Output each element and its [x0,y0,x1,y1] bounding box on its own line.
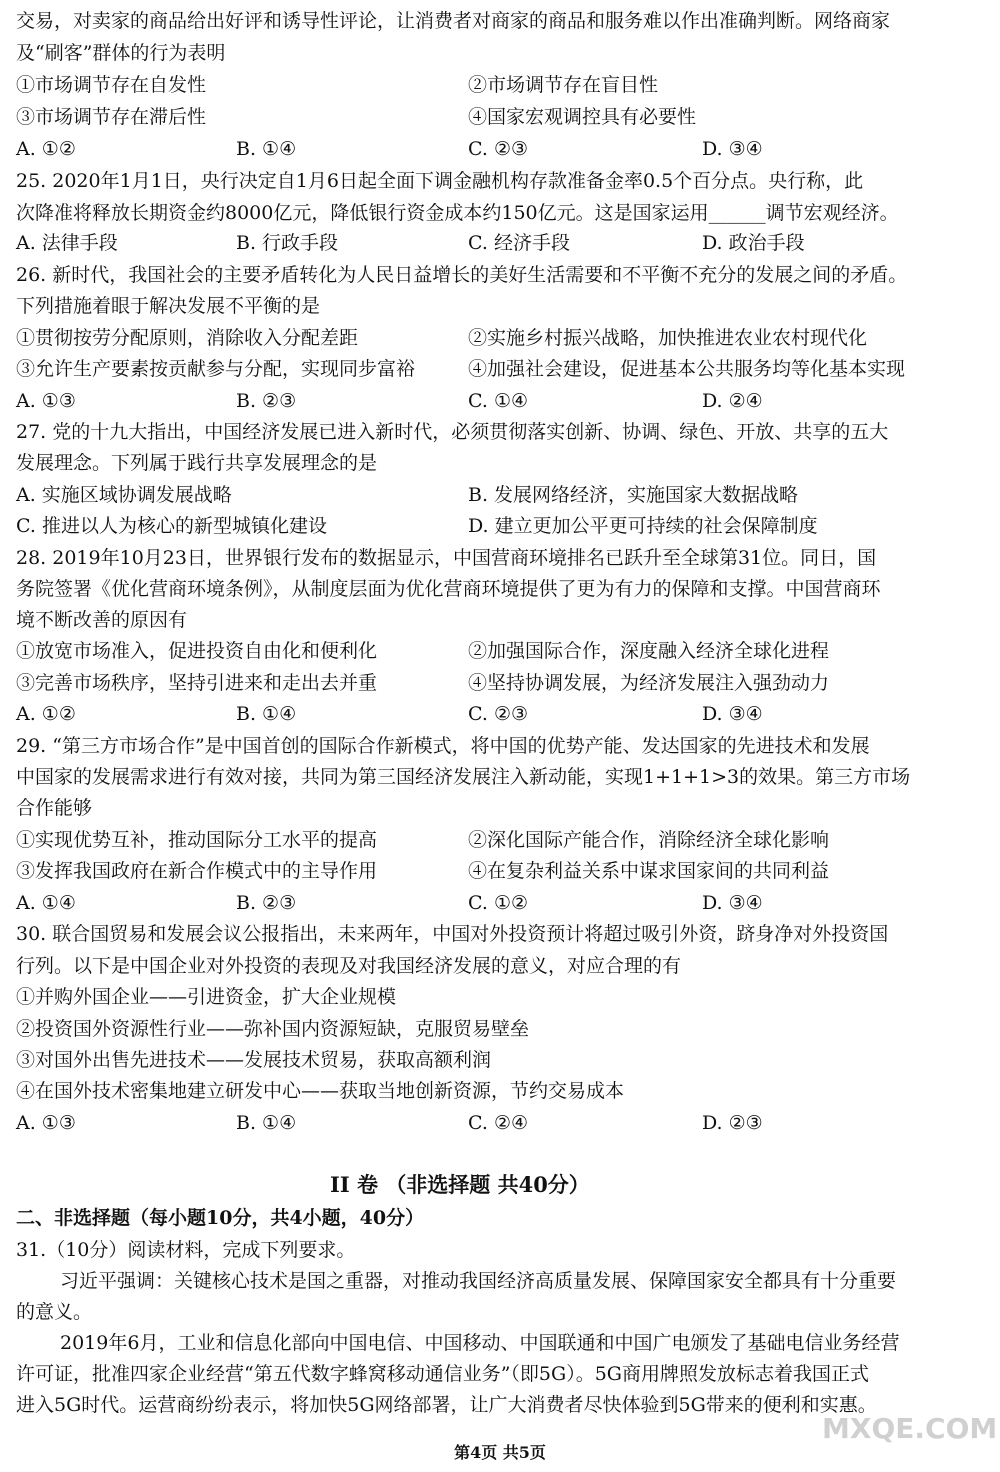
q24-statement-3: ③市场调节存在滞后性 [16,106,207,128]
q26-option-c: C. ①④ [468,390,529,412]
q30-statement-1: ①并购外国企业——引进资金，扩大企业规模 [16,986,397,1008]
q31-material-p2-line-2: 许可证，批准四家企业经营“第五代数字蜂窝移动通信业务”（即5G）。5G商用牌照发放标志着我国正式 [16,1363,869,1385]
q31-stem: 31.（10分）阅读材料，完成下列要求。 [16,1239,356,1261]
q28-stem-line-1: 28. 2019年10月23日，世界银行发布的数据显示，中国营商环境排名已跃升至全球第31位。同日，国 [16,547,877,569]
q29-statement-3: ③发挥我国政府在新合作模式中的主导作用 [16,860,378,882]
page-footer: 第4页 共5页 [454,1443,546,1462]
q26-option-d: D. ②④ [702,390,763,412]
q25-option-c: C. 经济手段 [468,232,570,254]
part2-title: II 卷 （非选择题 共40分） [330,1172,590,1197]
q30-stem-line-2: 行列。以下是中国企业对外投资的表现及对我国经济发展的意义，对应合理的有 [16,955,682,977]
q28-statement-3: ③完善市场秩序，坚持引进来和走出去并重 [16,672,378,694]
q24-option-b: B. ①④ [236,138,297,160]
q25-option-b: B. 行政手段 [236,232,339,254]
q28-statement-4: ④坚持协调发展，为经济发展注入强劲动力 [468,672,830,694]
q30-option-d: D. ②③ [702,1112,763,1134]
q24-statement-1: ①市场调节存在自发性 [16,74,207,96]
q27-stem-line-2: 发展理念。下列属于践行共享发展理念的是 [16,452,378,474]
q25-stem-line-1: 25. 2020年1月1日，央行决定自1月6日起全面下调金融机构存款准备金率0.5个百分点。央行称，此 [16,170,864,192]
q26-statement-3: ③允许生产要素按贡献参与分配，实现同步富裕 [16,358,416,380]
q28-option-b: B. ①④ [236,703,297,725]
q26-option-a: A. ①③ [16,390,76,412]
site-logo: MXQE.COM [822,1412,998,1445]
q30-option-a: A. ①③ [16,1112,76,1134]
q29-statement-2: ②深化国际产能合作，消除经济全球化影响 [468,829,830,851]
q27-option-d: D. 建立更加公平更可持续的社会保障制度 [468,515,818,537]
q29-stem-line-2: 中国家的发展需求进行有效对接，共同为第三国经济发展注入新动能，实现1+1+1>3的效果。第三方市场 [16,766,911,788]
q28-stem-line-3: 境不断改善的原因有 [16,609,188,631]
q25-stem-line-2: 次降准将释放长期资金约8000亿元，降低银行资金成本约150亿元。这是国家运用______调节宏观经济。 [16,202,899,224]
q29-statement-4: ④在复杂利益关系中谋求国家间的共同利益 [468,860,830,882]
q30-statement-4: ④在国外技术密集地建立研发中心——获取当地创新资源，节约交易成本 [16,1080,625,1102]
q28-statement-1: ①放宽市场准入，促进投资自由化和便利化 [16,640,378,662]
q29-statement-1: ①实现优势互补，推动国际分工水平的提高 [16,829,378,851]
q29-option-d: D. ③④ [702,892,763,914]
q27-option-a: A. 实施区域协调发展战略 [16,484,232,506]
q31-material-p2-line-1: 2019年6月，工业和信息化部向中国电信、中国移动、中国联通和中国广电颁发了基础电信业务经营 [60,1332,900,1354]
q28-statement-2: ②加强国际合作，深度融入经济全球化进程 [468,640,830,662]
q25-option-d: D. 政治手段 [702,232,805,254]
q28-stem-line-2: 务院签署《优化营商环境条例》，从制度层面为优化营商环境提供了更为有力的保障和支撑。中国营商环 [16,578,881,600]
q30-stem-line-1: 30. 联合国贸易和发展会议公报指出，未来两年，中国对外投资预计将超过吸引外资，跻身净对外投资国 [16,923,889,945]
q24-statement-4: ④国家宏观调控具有必要性 [468,106,697,128]
q26-stem-line-1: 26. 新时代，我国社会的主要矛盾转化为人民日益增长的美好生活需要和不平衡不充分的发展之间的矛盾。 [16,264,908,286]
q24-stem-line-1: 交易，对卖家的商品给出好评和诱导性评论，让消费者对商家的商品和服务难以作出准确判断。网络商家 [16,10,891,32]
q31-material-p2-line-3: 进入5G时代。运营商纷纷表示，将加快5G网络部署，让广大消费者尽快体验到5G带来的便利和实惠。 [16,1394,877,1416]
q24-option-a: A. ①② [16,138,76,160]
q29-option-a: A. ①④ [16,892,76,914]
part2-section-heading: 二、非选择题（每小题10分，共4小题，40分） [16,1207,425,1229]
q26-option-b: B. ②③ [236,390,297,412]
q24-option-d: D. ③④ [702,138,763,160]
q31-material-p1-line-1: 习近平强调：关键核心技术是国之重器，对推动我国经济高质量发展、保障国家安全都具有十分重要 [60,1270,897,1292]
q27-option-c: C. 推进以人为核心的新型城镇化建设 [16,515,327,537]
q27-option-b: B. 发展网络经济，实施国家大数据战略 [468,484,799,506]
q29-option-b: B. ②③ [236,892,297,914]
q28-option-a: A. ①② [16,703,76,725]
q26-statement-4: ④加强社会建设，促进基本公共服务均等化基本实现 [468,358,906,380]
q30-option-c: C. ②④ [468,1112,529,1134]
q30-statement-3: ③对国外出售先进技术——发展技术贸易，获取高额利润 [16,1049,492,1071]
q31-material-p1-line-2: 的意义。 [16,1301,93,1323]
q28-option-c: C. ②③ [468,703,529,725]
q25-option-a: A. 法律手段 [16,232,118,254]
q29-stem-line-3: 合作能够 [16,797,93,819]
q28-option-d: D. ③④ [702,703,763,725]
q29-stem-line-1: 29. “第三方市场合作”是中国首创的国际合作新模式，将中国的优势产能、发达国家的先进技术和发展 [16,735,870,757]
q26-statement-1: ①贯彻按劳分配原则，消除收入分配差距 [16,327,359,349]
q26-stem-line-2: 下列措施着眼于解决发展不平衡的是 [16,295,321,317]
q27-stem-line-1: 27. 党的十九大指出，中国经济发展已进入新时代，必须贯彻落实创新、协调、绿色、开放、共享的五大 [16,421,889,443]
q30-statement-2: ②投资国外资源性行业——弥补国内资源短缺，克服贸易壁垒 [16,1018,530,1040]
q24-statement-2: ②市场调节存在盲目性 [468,74,659,96]
q26-statement-2: ②实施乡村振兴战略，加快推进农业农村现代化 [468,327,868,349]
q24-option-c: C. ②③ [468,138,529,160]
q24-stem-line-2: 及“刷客”群体的行为表明 [16,42,226,64]
q30-option-b: B. ①④ [236,1112,297,1134]
q29-option-c: C. ①② [468,892,529,914]
